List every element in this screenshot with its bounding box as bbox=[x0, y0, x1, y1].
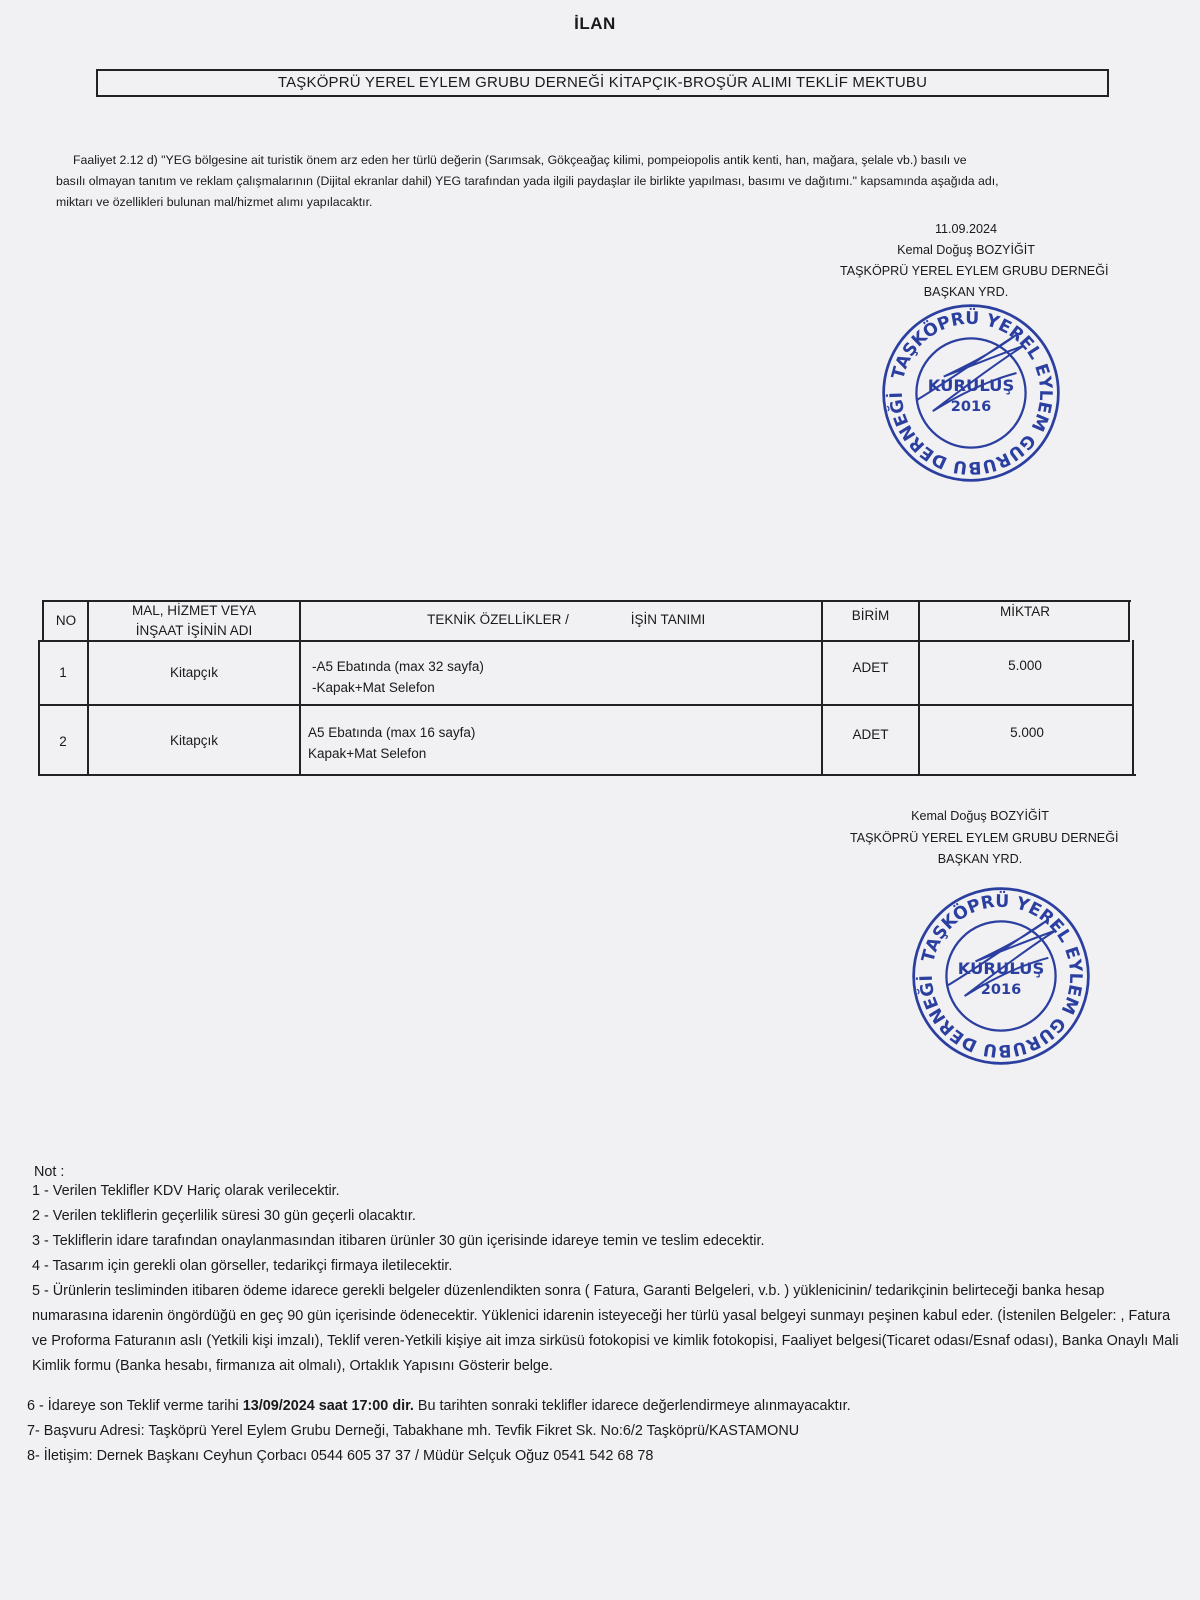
note-item: 1 - Verilen Teklifler KDV Hariç olarak verilecektir. bbox=[32, 1183, 340, 1199]
signature-role: BAŞKAN YRD. bbox=[923, 285, 1009, 299]
note-item: 5 - Ürünlerin tesliminden itibaren ödeme idarece gerekli belgeler düzenlendikten sonra ( Fatura, Garanti Belgeleri, v.b. ) yüklenicinin/ tedarikçinin belirteceği banka hesap numarasına idarenin öngördüğü en geç 90 gün içerisinde ödenecektir. Yüklenici idarenin isteyeceği her türlü yasal belgeyi sunmayı peşinen kabul eder. (İstenilen Belgeler: , Fatura ve Proforma Faturanın aslı (Yetkili kişi imzalı), Teklif veren-Yetkili kişiye ait imza sirküsü fotokopisi ve kimlik fotokopisi, Faaliyet belgesi(Ticaret odası/Esnaf odası), Banka Onaylı Mali Kimlik formu (Banka hesabı, firmanıza ait olmalı), Ortaklık Yapısını Gösterir belge. bbox=[32, 1283, 1179, 1374]
stamp-center-line1: KURULUŞ bbox=[957, 959, 1045, 979]
signature-name: Kemal Doğuş BOZYİĞİT bbox=[897, 243, 1035, 257]
row-1-spec-line: -Kapak+Mat Selefon bbox=[312, 680, 435, 695]
intro-line: basılı olmayan tanıtım ve reklam çalışmalarının (Dijital ekranlar dahil) YEG tarafından yada ilgili paydaşlar ile birlikte yapılması, basımı ve dağıtımı." kapsamında aşağıda adı, bbox=[56, 174, 999, 188]
note-item: 4 - Tasarım için gerekli olan görseller, tedarikçi firmaya iletilecektir. bbox=[32, 1258, 453, 1274]
row-2-unit: ADET bbox=[852, 727, 889, 742]
note-item-deadline bbox=[27, 1394, 1182, 1419]
row-1-no: 1 bbox=[59, 665, 67, 680]
row-2-no: 2 bbox=[59, 734, 67, 749]
deadline-prefix: 6 - İdareye son Teklif verme tarihi bbox=[27, 1398, 243, 1414]
header-no: NO bbox=[55, 613, 77, 628]
row-2-spec-line: A5 Ebatında (max 16 sayfa) bbox=[308, 725, 476, 740]
header-item-name-line1: MAL, HİZMET VEYA bbox=[131, 603, 257, 618]
note-item: 8- İletişim: Dernek Başkanı Ceyhun Çorbacı 0544 605 37 37 / Müdür Selçuk Oğuz 0541 542 68 78 bbox=[27, 1448, 654, 1464]
header-job-description: İŞİN TANIMI bbox=[630, 612, 706, 627]
stamp-center-line2: 2016 bbox=[980, 981, 1022, 999]
note-item: 7- Başvuru Adresi: Taşköprü Yerel Eylem Grubu Derneği, Tabakhane mh. Tevfik Fikret Sk. No:6/2 Taşköprü/KASTAMONU bbox=[27, 1423, 800, 1439]
deadline-date: 13/09/2024 saat 17:00 dir. bbox=[242, 1398, 414, 1414]
intro-line: miktarı ve özellikleri bulunan mal/hizmet alımı yapılacaktır. bbox=[56, 195, 373, 209]
notes-title: Not : bbox=[34, 1164, 65, 1180]
signature-role: BAŞKAN YRD. bbox=[937, 852, 1023, 866]
stamp-ring-text: TAŞKÖPRÜ YEREL EYLEM GURUBU DERNEĞİ bbox=[916, 891, 1086, 1061]
association-stamp-bottom bbox=[910, 885, 1092, 1067]
page-heading: İLAN bbox=[574, 14, 616, 33]
stamp-center-line1: KURULUŞ bbox=[927, 376, 1015, 396]
deadline-suffix: Bu tarihten sonraki teklifler idarece değerlendirmeye alınmayacaktır. bbox=[413, 1398, 851, 1414]
note-item: 2 - Verilen tekliflerin geçerlilik süresi 30 gün geçerli olacaktır. bbox=[32, 1208, 416, 1224]
signature-block-top bbox=[840, 219, 1109, 303]
row-1-quantity: 5.000 bbox=[1008, 658, 1042, 673]
note-item: 3 - Tekliflerin idare tarafından onaylanmasından itibaren ürünler 30 gün içerisinde idareye temin ve teslim edecektir. bbox=[32, 1233, 765, 1249]
header-tech-specs: TEKNİK ÖZELLİKLER / bbox=[427, 612, 569, 627]
stamp-ring-text: TAŞKÖPRÜ YEREL EYLEM GURUBU DERNEĞİ bbox=[886, 308, 1056, 478]
stamp-center-line2: 2016 bbox=[950, 398, 992, 416]
header-item-name-line2: İNŞAAT İŞİNİN ADI bbox=[135, 623, 253, 638]
row-2-specs bbox=[308, 722, 808, 764]
notes-section bbox=[27, 1160, 1182, 1469]
intro-paragraph bbox=[56, 150, 1066, 213]
signature-block-bottom bbox=[850, 806, 1119, 871]
row-2-item-name: Kitapçık bbox=[169, 733, 219, 748]
items-table bbox=[38, 600, 1138, 793]
header-item-name bbox=[88, 601, 300, 641]
signature-org: TAŞKÖPRÜ YEREL EYLEM GRUBU DERNEĞİ bbox=[850, 830, 1119, 845]
signature-org: TAŞKÖPRÜ YEREL EYLEM GRUBU DERNEĞİ bbox=[840, 264, 1109, 278]
row-1-item-name: Kitapçık bbox=[169, 665, 219, 680]
intro-line: Faaliyet 2.12 d) "YEG bölgesine ait turistik önem arz eden her türlü değerin (Sarımsak, Gökçeağaç kilimi, pompeiopolis antik kenti, han, mağara, şelale vb.) basılı ve bbox=[73, 153, 967, 167]
signature-name: Kemal Doğuş BOZYİĞİT bbox=[911, 809, 1049, 823]
association-stamp-top bbox=[880, 302, 1062, 484]
signature-date: 11.09.2024 bbox=[934, 222, 998, 236]
header-quantity: MİKTAR bbox=[1000, 604, 1050, 619]
row-1-spec-line: -A5 Ebatında (max 32 sayfa) bbox=[312, 659, 484, 674]
row-2-spec-line: Kapak+Mat Selefon bbox=[308, 746, 427, 761]
header-unit: BİRİM bbox=[851, 608, 890, 623]
row-1-unit: ADET bbox=[852, 660, 889, 675]
row-2-quantity: 5.000 bbox=[1010, 725, 1044, 740]
document-title: TAŞKÖPRÜ YEREL EYLEM GRUBU DERNEĞİ KİTAPÇIK-BROŞÜR ALIMI TEKLİF MEKTUBU bbox=[96, 69, 1109, 97]
row-1-specs bbox=[312, 656, 812, 698]
